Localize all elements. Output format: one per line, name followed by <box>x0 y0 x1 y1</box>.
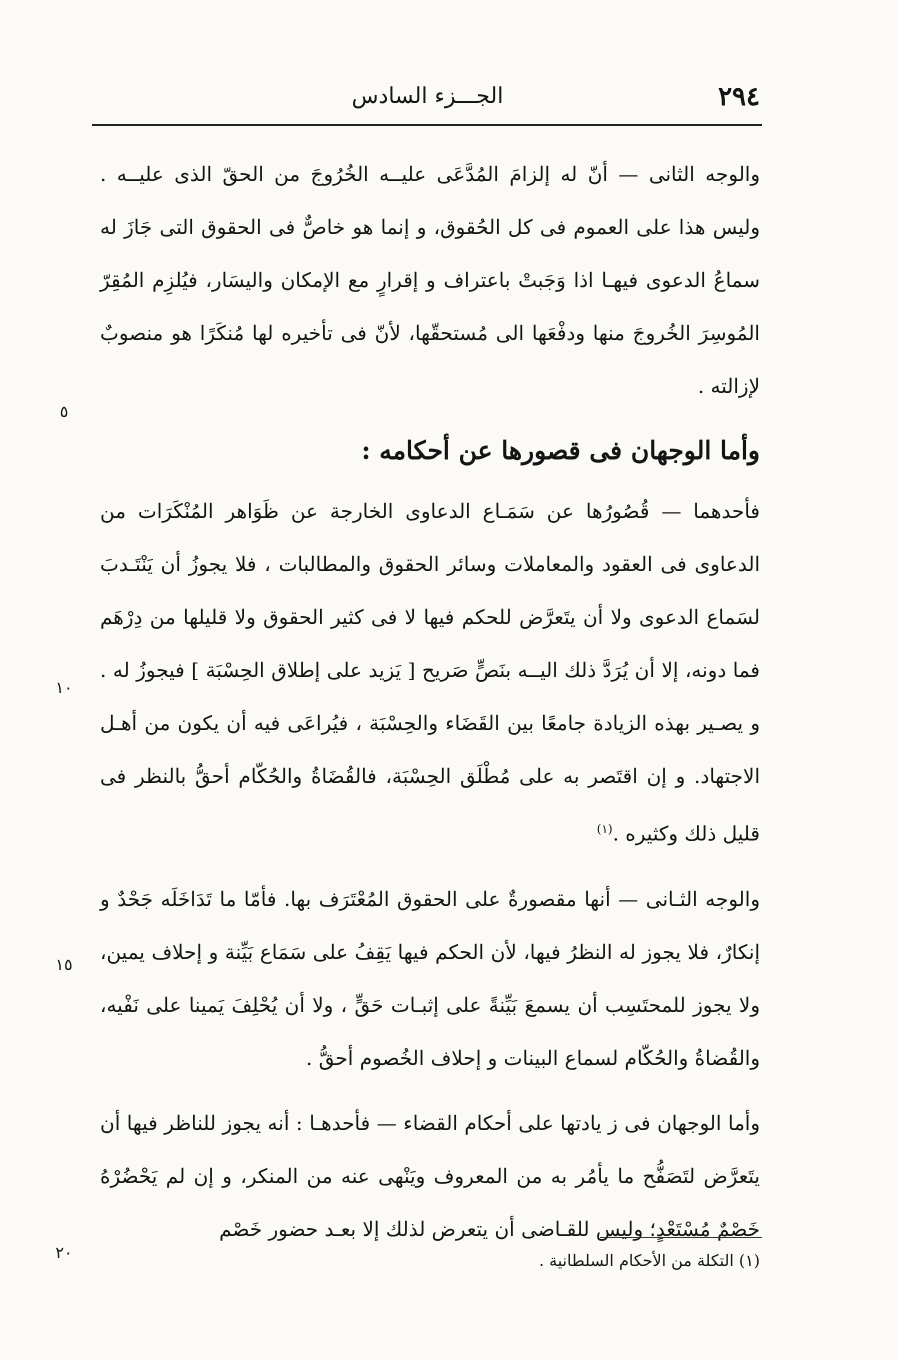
page-header <box>95 82 760 122</box>
body-text <box>100 148 760 1256</box>
paragraph-second-shortcoming: والوجه الثـانى — أنها مقصورةٌ على الحقوق المُعْتَرَف بها. فأمّا ما تَدَاخَلَه جَحْدٌ و إنكارٌ، فلا يجوز له النظرُ فيها، لأن الحكم فيها يَقِفُ على سَمَاع بَيِّنة و إحلاف يمين، ولا يجوز للمحتَسِب أن يسمعَ بَيِّنةً على إثبـات حَقٍّ ، ولا أن يُحْلِفَ يَمينا على نَفْيه، والقُضاةُ والحُكّام لسماع البينات و إحلاف الخُصوم أحقُّ . <box>100 886 760 1070</box>
paragraph-first-shortcoming <box>100 485 760 861</box>
footnote-rule <box>600 1237 762 1238</box>
footnote: (١) التكلة من الأحكام السلطانية . <box>538 1251 760 1270</box>
margin-line-number-20: ٢٠ <box>55 1243 73 1262</box>
running-title: الجـــزء السادس <box>351 84 504 109</box>
paragraph-first-shortcoming-text: فأحدهما — قُصُورُها عن سَمَـاع الدعاوى الخارجة عن ظَوَاهر المُنْكَرَات من الدعاوى فى العقود والمعاملات وسائر الحقوق والمطالبات ، فلا يجوزُ أن يَنْتَـدبَ لسَماع الدعوى ولا أن يتَعرَّض للحكم فيها لا فى كثير الحقوق ولا قليلها من دِرْهَم فما دونه، إلا أن يُرَدَّ ذلك اليــه بنَصٍّ صَريح [ يَزيد على إطلاق الحِسْبَة ] فيجوزُ له . و يصـير بهذه الزيادة جامعًا بين القَضَاء والحِسْبَة ، فيُراعَى فيه أن يكون من أهـل الاجتهاد. و إن اقتَصر به على مُطْلَق الحِسْبَة، فالقُضَاةُ والحُكّام أحقُّ بالنظر فى قليل ذلك وكثيره . <box>100 499 761 846</box>
header-rule <box>92 124 762 126</box>
page-number: ٢٩٤ <box>718 82 760 112</box>
margin-line-number-5: ٥ <box>59 402 69 421</box>
paragraph-additions-over-judiciary: وأما الوجهان فى ز يادتها على أحكام القضاء — فأحدهـا : أنه يجوز للناظر فيها أن يتَعرَّض لتَصَفُّح ما يأمُر به من المعروف ويَنْهى عنه من المنكر، و إن لم يَحْضُرْهُ خَصْمٌ مُسْتَعْدٍ؛ وليس للقـاضى أن يتعرض لذلك إلا بعـد حضور خَصْم <box>100 1110 760 1241</box>
margin-line-number-10: ١٠ <box>55 678 73 697</box>
margin-line-number-15: ١٥ <box>55 955 73 974</box>
footnote-reference[interactable]: (١) <box>596 822 613 836</box>
paragraph-second-aspect-obligation: والوجه الثانى — أنّ له إلزامَ المُدَّعَى عليــه الخُرُوجَ من الحقّ الذى عليــه . وليس هذا على العموم فى كل الحُقوق، و إنما هو خاصٌّ فى الحقوق التى جَازَ له سماعُ الدعوى فيهـا اذا وَجَبتْ باعتراف و إقرارٍ مع الإمكان واليسَار، فيُلزِم المُقِرّ المُوسِرَ الخُروجَ منها ودفْعَها الى مُستحقّها، لأنّ فى تأخيره لها مُنكَرًا هو منصوبٌ لإزالته . <box>100 162 760 398</box>
section-heading-shortcomings: وأما الوجهان فى قصورها عن أحكامه : <box>361 436 760 465</box>
